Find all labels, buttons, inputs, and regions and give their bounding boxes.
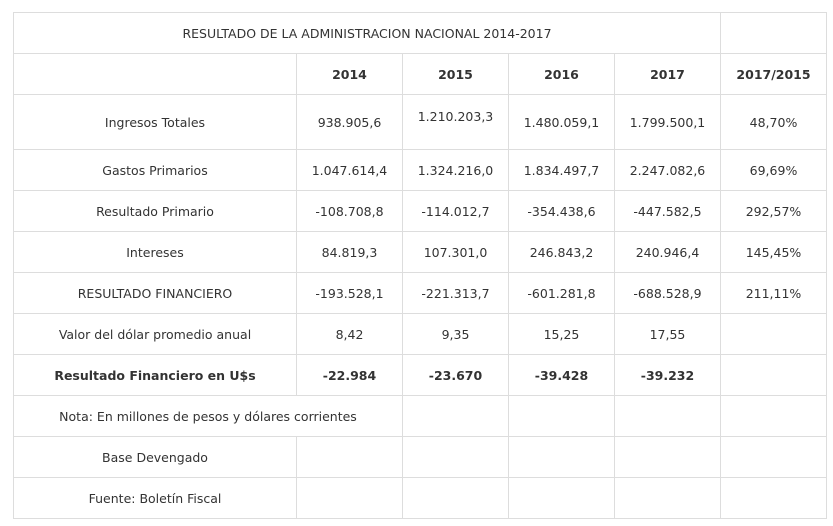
- value-cell: 1.799.500,1: [615, 95, 721, 150]
- empty-cell: [509, 437, 615, 478]
- value-cell: 15,25: [509, 314, 615, 355]
- table-row: [14, 150, 827, 191]
- value-cell: [721, 355, 827, 396]
- row-label: Gastos Primarios: [14, 150, 297, 191]
- value-text: 1.210.203,3: [417, 108, 494, 124]
- empty-cell: [509, 396, 615, 437]
- value-cell: 69,69%: [721, 150, 827, 191]
- table-row: [14, 314, 827, 355]
- value-cell: 17,55: [615, 314, 721, 355]
- empty-cell: [403, 437, 509, 478]
- header-2017: 2017: [615, 54, 721, 95]
- value-cell: 292,57%: [721, 191, 827, 232]
- empty-cell: [403, 396, 509, 437]
- empty-cell: [615, 437, 721, 478]
- value-cell: 211,11%: [721, 273, 827, 314]
- table-row: [14, 95, 827, 150]
- note-row: [14, 478, 827, 519]
- value-cell: [721, 314, 827, 355]
- header-2016: 2016: [509, 54, 615, 95]
- note-row: [14, 396, 827, 437]
- value-cell: -108.708,8: [297, 191, 403, 232]
- value-cell: 1.480.059,1: [509, 95, 615, 150]
- empty-cell: [297, 437, 403, 478]
- value-cell: -39.428: [509, 355, 615, 396]
- empty-cell: [615, 478, 721, 519]
- empty-cell: [509, 478, 615, 519]
- note-base: Base Devengado: [14, 437, 297, 478]
- title-row: [14, 13, 827, 54]
- value-cell: [403, 95, 509, 150]
- value-cell: 107.301,0: [403, 232, 509, 273]
- empty-cell: [721, 437, 827, 478]
- empty-cell: [297, 478, 403, 519]
- empty-cell: [721, 478, 827, 519]
- value-cell: -23.670: [403, 355, 509, 396]
- value-cell: 145,45%: [721, 232, 827, 273]
- value-cell: -22.984: [297, 355, 403, 396]
- value-cell: -221.313,7: [403, 273, 509, 314]
- note-units: Nota: En millones de pesos y dólares corrientes: [14, 396, 403, 437]
- value-cell: 8,42: [297, 314, 403, 355]
- row-label: Resultado Primario: [14, 191, 297, 232]
- empty-cell: [721, 396, 827, 437]
- value-cell: 2.247.082,6: [615, 150, 721, 191]
- table-row: [14, 273, 827, 314]
- row-label: Intereses: [14, 232, 297, 273]
- value-cell: 1.834.497,7: [509, 150, 615, 191]
- row-label: Ingresos Totales: [14, 95, 297, 150]
- value-cell: -193.528,1: [297, 273, 403, 314]
- empty-cell: [615, 396, 721, 437]
- row-label: RESULTADO FINANCIERO: [14, 273, 297, 314]
- value-cell: -114.012,7: [403, 191, 509, 232]
- value-cell: 938.905,6: [297, 95, 403, 150]
- table-title: RESULTADO DE LA ADMINISTRACION NACIONAL 2014-2017: [14, 13, 721, 54]
- header-corner-cell: [14, 54, 297, 95]
- header-row: [14, 54, 827, 95]
- value-cell: 246.843,2: [509, 232, 615, 273]
- value-cell: -601.281,8: [509, 273, 615, 314]
- header-2014: 2014: [297, 54, 403, 95]
- value-cell: 9,35: [403, 314, 509, 355]
- header-2017-vs-2015: 2017/2015: [721, 54, 827, 95]
- value-cell: -354.438,6: [509, 191, 615, 232]
- table-row: [14, 232, 827, 273]
- table-row: [14, 191, 827, 232]
- empty-cell: [403, 478, 509, 519]
- table-row: [14, 355, 827, 396]
- empty-cell: [721, 13, 827, 54]
- value-cell: -688.528,9: [615, 273, 721, 314]
- value-cell: 48,70%: [721, 95, 827, 150]
- value-cell: -447.582,5: [615, 191, 721, 232]
- note-source: Fuente: Boletín Fiscal: [14, 478, 297, 519]
- row-label: Valor del dólar promedio anual: [14, 314, 297, 355]
- value-cell: 240.946,4: [615, 232, 721, 273]
- header-2015: 2015: [403, 54, 509, 95]
- value-cell: 1.324.216,0: [403, 150, 509, 191]
- note-row: [14, 437, 827, 478]
- results-table: [13, 12, 827, 519]
- value-cell: 1.047.614,4: [297, 150, 403, 191]
- value-cell: -39.232: [615, 355, 721, 396]
- value-cell: 84.819,3: [297, 232, 403, 273]
- row-label: Resultado Financiero en U$s: [14, 355, 297, 396]
